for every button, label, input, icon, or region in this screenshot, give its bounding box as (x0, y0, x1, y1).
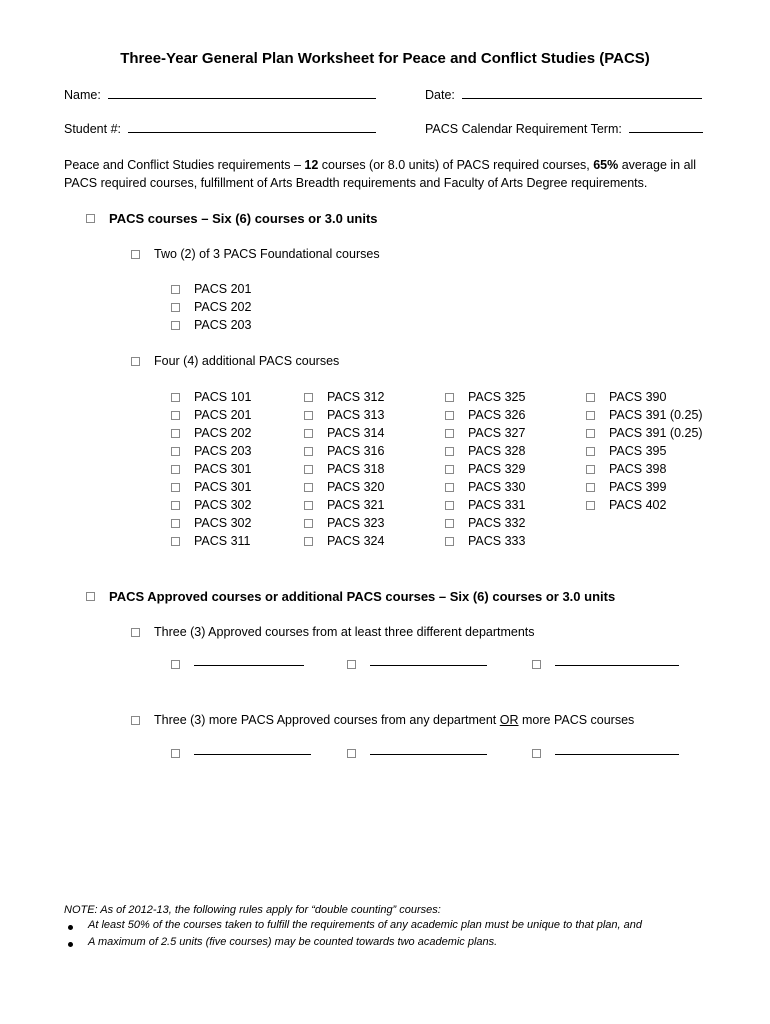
course-item[interactable]: PACS 202 (171, 424, 251, 442)
course-item[interactable]: PACS 395 (586, 442, 703, 460)
approved-any-dept-label: Three (3) more PACS Approved courses from any department OR more PACS courses (154, 713, 635, 727)
checkbox-icon[interactable] (445, 429, 454, 438)
course-item[interactable]: PACS 302 (171, 496, 251, 514)
course-item[interactable]: PACS 316 (304, 442, 384, 460)
checkbox-icon[interactable] (347, 749, 356, 758)
checkbox-icon[interactable] (532, 749, 541, 758)
approved-three-depts-item[interactable] (131, 623, 535, 641)
course-item[interactable]: PACS 314 (304, 424, 384, 442)
checkbox-icon[interactable] (171, 660, 180, 669)
checkbox-icon[interactable] (304, 429, 313, 438)
blank-line[interactable] (370, 664, 487, 666)
bullet-icon (68, 942, 73, 947)
checkbox-icon[interactable] (586, 465, 595, 474)
checkbox-icon[interactable] (445, 537, 454, 546)
checkbox-icon[interactable] (586, 393, 595, 402)
course-item[interactable]: PACS 326 (445, 406, 525, 424)
checkbox-icon[interactable] (171, 483, 180, 492)
course-item[interactable]: PACS 390 (586, 388, 703, 406)
course-item[interactable]: PACS 325 (445, 388, 525, 406)
section-approved-courses[interactable] (86, 587, 615, 605)
course-column-4 (586, 388, 703, 514)
name-line (108, 97, 376, 99)
date-label: Date: (425, 88, 455, 102)
blank-line[interactable] (370, 753, 487, 755)
checkbox-icon[interactable] (304, 537, 313, 546)
additional-label: Four (4) additional PACS courses (154, 354, 340, 368)
checkbox-icon[interactable] (586, 447, 595, 456)
checkbox-icon[interactable] (171, 429, 180, 438)
course-item[interactable]: PACS 330 (445, 478, 525, 496)
checkbox-icon[interactable] (445, 519, 454, 528)
note-bullet: A maximum of 2.5 units (five courses) may be counted towards two academic plans. (88, 936, 497, 948)
checkbox-icon[interactable] (304, 483, 313, 492)
checkbox-icon[interactable] (171, 519, 180, 528)
course-item[interactable]: PACS 203 (171, 316, 251, 334)
course-item[interactable]: PACS 202 (171, 298, 251, 316)
checkbox-icon[interactable] (171, 393, 180, 402)
checkbox-icon[interactable] (171, 321, 180, 330)
note-intro: NOTE: As of 2012-13, the following rules apply for “double counting” courses: (64, 904, 441, 916)
student-number-line (128, 131, 376, 133)
checkbox-icon[interactable] (171, 303, 180, 312)
course-item[interactable]: PACS 323 (304, 514, 384, 532)
course-item[interactable]: PACS 301 (171, 460, 251, 478)
checkbox-icon[interactable] (131, 250, 140, 259)
course-item[interactable]: PACS 402 (586, 496, 703, 514)
checkbox-icon[interactable] (445, 483, 454, 492)
course-item[interactable]: PACS 312 (304, 388, 384, 406)
section-pacs-courses[interactable] (86, 209, 378, 227)
blank-line[interactable] (194, 753, 311, 755)
checkbox-icon[interactable] (171, 447, 180, 456)
course-item[interactable]: PACS 201 (171, 280, 251, 298)
course-blank[interactable] (171, 749, 311, 758)
course-item[interactable]: PACS 101 (171, 388, 251, 406)
checkbox-icon[interactable] (86, 214, 95, 223)
course-item[interactable]: PACS 333 (445, 532, 525, 550)
foundational-courses-item[interactable] (131, 245, 380, 263)
checkbox-icon[interactable] (445, 393, 454, 402)
bullet-icon (68, 925, 73, 930)
course-column-2 (304, 388, 384, 550)
course-column-3 (445, 388, 525, 550)
course-item[interactable]: PACS 321 (304, 496, 384, 514)
course-item[interactable]: PACS 329 (445, 460, 525, 478)
course-item[interactable]: PACS 391 (0.25) (586, 406, 703, 424)
student-number-field[interactable] (64, 122, 376, 136)
term-line (629, 131, 703, 133)
checkbox-icon[interactable] (445, 465, 454, 474)
foundational-label: Two (2) of 3 PACS Foundational courses (154, 247, 380, 261)
checkbox-icon[interactable] (131, 628, 140, 637)
course-item[interactable]: PACS 318 (304, 460, 384, 478)
name-label: Name: (64, 88, 101, 102)
course-item[interactable]: PACS 391 (0.25) (586, 424, 703, 442)
checkbox-icon[interactable] (171, 411, 180, 420)
course-item[interactable]: PACS 311 (171, 532, 251, 550)
course-item[interactable]: PACS 203 (171, 442, 251, 460)
checkbox-icon[interactable] (171, 749, 180, 758)
course-item[interactable]: PACS 327 (445, 424, 525, 442)
checkbox-icon[interactable] (445, 411, 454, 420)
blank-line[interactable] (194, 664, 304, 666)
course-item[interactable]: PACS 332 (445, 514, 525, 532)
checkbox-icon[interactable] (347, 660, 356, 669)
course-blank[interactable] (347, 660, 487, 669)
course-item[interactable]: PACS 320 (304, 478, 384, 496)
checkbox-icon[interactable] (131, 716, 140, 725)
checkbox-icon[interactable] (304, 447, 313, 456)
checkbox-icon[interactable] (445, 447, 454, 456)
checkbox-icon[interactable] (532, 660, 541, 669)
course-item[interactable]: PACS 313 (304, 406, 384, 424)
term-field[interactable] (425, 122, 703, 136)
checkbox-icon[interactable] (304, 519, 313, 528)
checkbox-icon[interactable] (304, 393, 313, 402)
checkbox-icon[interactable] (445, 501, 454, 510)
course-blank[interactable] (532, 749, 679, 758)
checkbox-icon[interactable] (131, 357, 140, 366)
checkbox-icon[interactable] (586, 501, 595, 510)
course-item[interactable]: PACS 324 (304, 532, 384, 550)
course-item[interactable]: PACS 201 (171, 406, 251, 424)
checkbox-icon[interactable] (171, 465, 180, 474)
course-item[interactable]: PACS 399 (586, 478, 703, 496)
checkbox-icon[interactable] (304, 411, 313, 420)
checkbox-icon[interactable] (171, 501, 180, 510)
course-item[interactable]: PACS 301 (171, 478, 251, 496)
course-item[interactable]: PACS 302 (171, 514, 251, 532)
course-blank[interactable] (532, 660, 679, 669)
checkbox-icon[interactable] (586, 483, 595, 492)
section-heading: PACS courses – Six (6) courses or 3.0 units (109, 210, 378, 226)
approved-three-depts-label: Three (3) Approved courses from at least three different departments (154, 625, 535, 639)
page-title: Three-Year General Plan Worksheet for Peace and Conflict Studies (PACS) (120, 50, 650, 67)
requirements-paragraph: Peace and Conflict Studies requirements – 12 courses (or 8.0 units) of PACS required courses, 65% average in all PACS required courses, fulfillment of Arts Breadth requirements and Faculty of Arts Degree requirements. (64, 158, 697, 190)
section-heading: PACS Approved courses or additional PACS courses – Six (6) courses or 3.0 units (109, 588, 616, 604)
name-field[interactable] (64, 88, 376, 102)
course-blank[interactable] (171, 660, 304, 669)
checkbox-icon[interactable] (86, 592, 95, 601)
student-number-label: Student #: (64, 122, 121, 136)
foundational-course-list (171, 280, 251, 334)
date-field[interactable] (425, 88, 702, 102)
note-bullet: At least 50% of the courses taken to fulfill the requirements of any academic plan must be unique to that plan, and (88, 919, 642, 931)
course-item[interactable]: PACS 331 (445, 496, 525, 514)
date-line (462, 97, 702, 99)
approved-any-dept-item[interactable] (131, 711, 634, 729)
course-blank[interactable] (347, 749, 487, 758)
checkbox-icon[interactable] (586, 429, 595, 438)
checkbox-icon[interactable] (304, 501, 313, 510)
course-column-1 (171, 388, 251, 550)
blank-line[interactable] (555, 753, 679, 755)
blank-line[interactable] (555, 664, 679, 666)
course-item[interactable]: PACS 328 (445, 442, 525, 460)
checkbox-icon[interactable] (171, 285, 180, 294)
checkbox-icon[interactable] (171, 537, 180, 546)
course-item[interactable]: PACS 398 (586, 460, 703, 478)
additional-courses-item[interactable] (131, 352, 339, 370)
checkbox-icon[interactable] (304, 465, 313, 474)
term-label: PACS Calendar Requirement Term: (425, 122, 622, 136)
checkbox-icon[interactable] (586, 411, 595, 420)
